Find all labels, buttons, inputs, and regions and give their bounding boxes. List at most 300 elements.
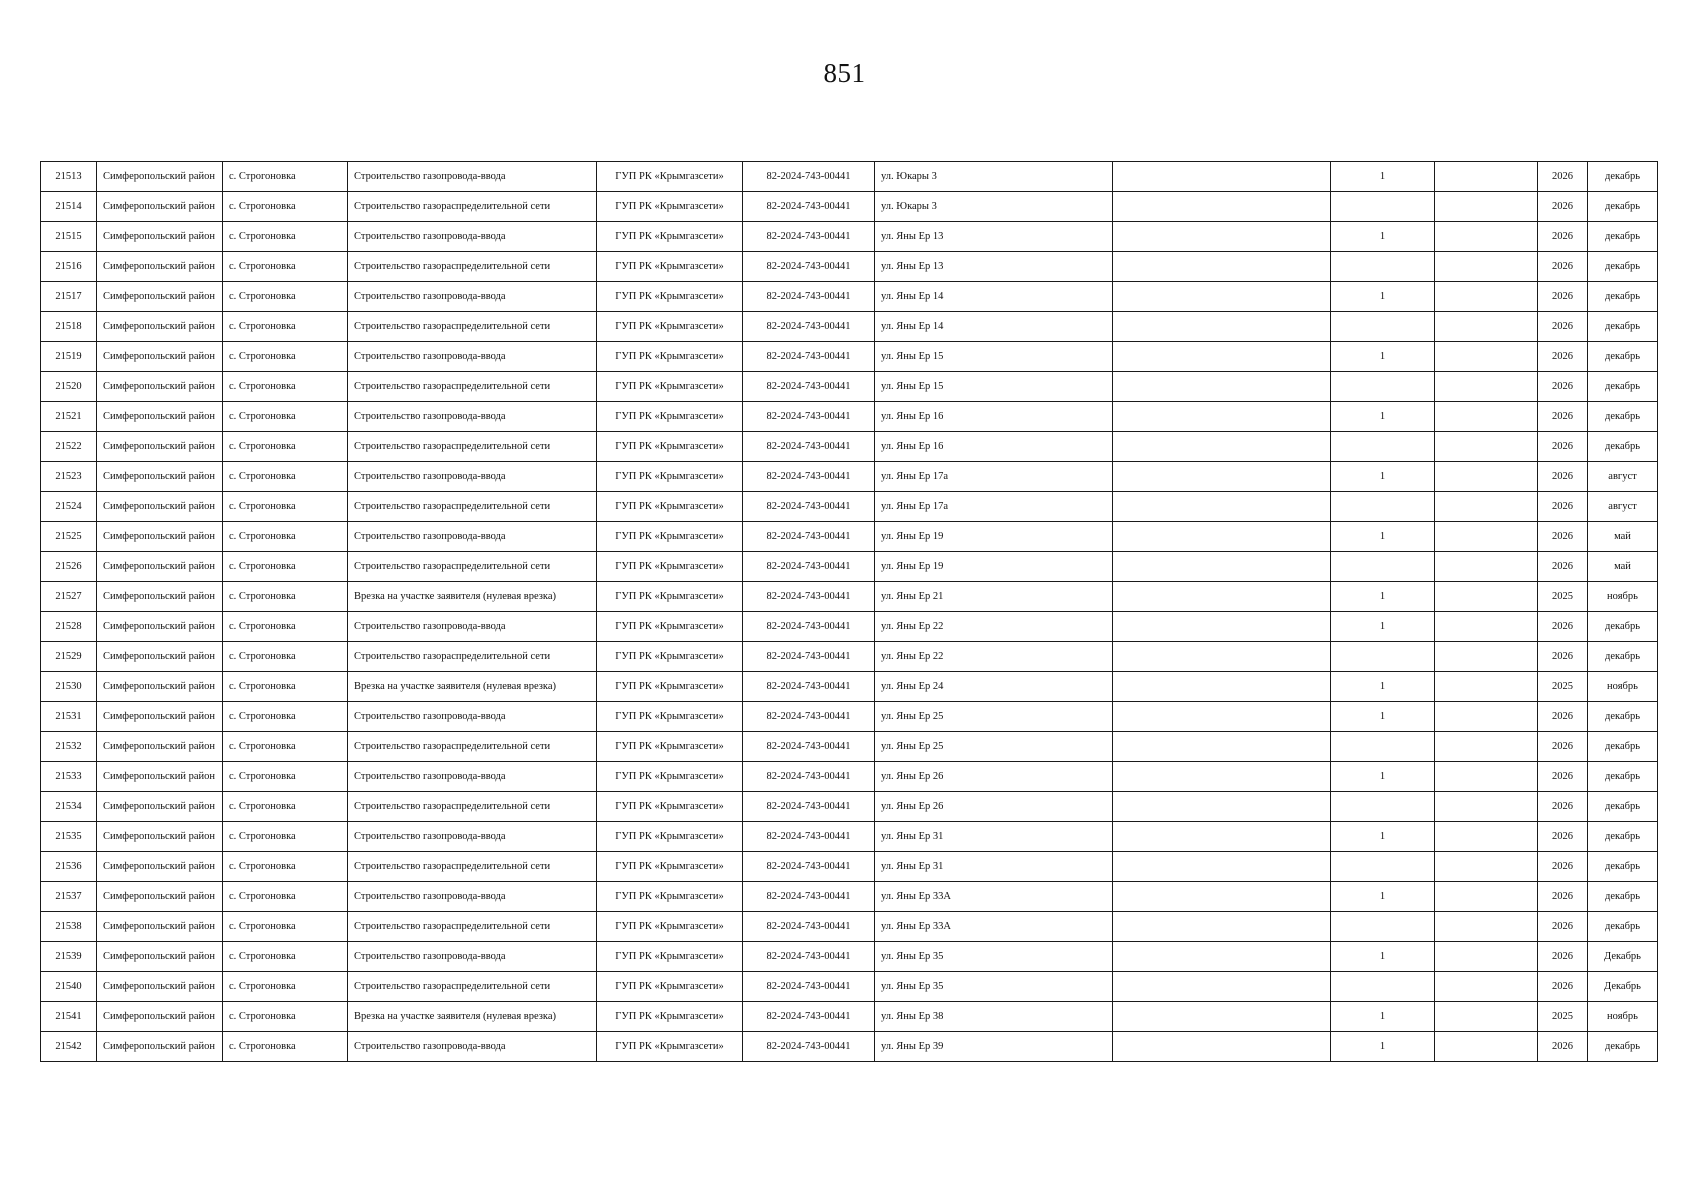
table-row: [41, 1002, 1658, 1032]
settlement-cell: с. Строгоновка: [223, 1032, 348, 1062]
empty-cell: [1113, 852, 1331, 882]
row-number-cell: 21532: [41, 732, 97, 762]
program-code-cell: 82-2024-743-00441: [743, 162, 875, 192]
row-number-cell: 21516: [41, 252, 97, 282]
program-code-cell: 82-2024-743-00441: [743, 372, 875, 402]
row-number-cell: 21529: [41, 642, 97, 672]
work-type-cell: Строительство газопровода-ввода: [348, 882, 597, 912]
quantity-cell: [1331, 642, 1435, 672]
owner-cell: ГУП РК «Крымгазсети»: [597, 402, 743, 432]
owner-cell: ГУП РК «Крымгазсети»: [597, 942, 743, 972]
district-cell: Симферопольский район: [97, 882, 223, 912]
empty-cell: [1113, 222, 1331, 252]
program-code-cell: 82-2024-743-00441: [743, 552, 875, 582]
district-cell: Симферопольский район: [97, 192, 223, 222]
month-cell: декабрь: [1588, 822, 1658, 852]
empty-cell: [1435, 252, 1538, 282]
program-code-cell: 82-2024-743-00441: [743, 882, 875, 912]
work-type-cell: Строительство газопровода-ввода: [348, 942, 597, 972]
empty-cell: [1113, 372, 1331, 402]
year-cell: 2026: [1538, 432, 1588, 462]
quantity-cell: 1: [1331, 162, 1435, 192]
district-cell: Симферопольский район: [97, 552, 223, 582]
row-number-cell: 21525: [41, 522, 97, 552]
district-cell: Симферопольский район: [97, 492, 223, 522]
settlement-cell: с. Строгоновка: [223, 492, 348, 522]
program-code-cell: 82-2024-743-00441: [743, 912, 875, 942]
empty-cell: [1113, 672, 1331, 702]
settlement-cell: с. Строгоновка: [223, 252, 348, 282]
address-cell: ул. Яны Ер 13: [875, 222, 1113, 252]
empty-cell: [1435, 912, 1538, 942]
row-number-cell: 21523: [41, 462, 97, 492]
program-code-cell: 82-2024-743-00441: [743, 252, 875, 282]
month-cell: август: [1588, 462, 1658, 492]
settlement-cell: с. Строгоновка: [223, 732, 348, 762]
empty-cell: [1113, 192, 1331, 222]
district-cell: Симферопольский район: [97, 432, 223, 462]
year-cell: 2026: [1538, 702, 1588, 732]
page-number: 851: [823, 58, 866, 88]
program-code-cell: 82-2024-743-00441: [743, 642, 875, 672]
quantity-cell: [1331, 432, 1435, 462]
month-cell: декабрь: [1588, 192, 1658, 222]
program-code-cell: 82-2024-743-00441: [743, 1002, 875, 1032]
empty-cell: [1435, 942, 1538, 972]
program-code-cell: 82-2024-743-00441: [743, 582, 875, 612]
month-cell: декабрь: [1588, 372, 1658, 402]
owner-cell: ГУП РК «Крымгазсети»: [597, 882, 743, 912]
address-cell: ул. Яны Ер 26: [875, 792, 1113, 822]
empty-cell: [1113, 792, 1331, 822]
empty-cell: [1113, 402, 1331, 432]
owner-cell: ГУП РК «Крымгазсети»: [597, 492, 743, 522]
month-cell: ноябрь: [1588, 672, 1658, 702]
year-cell: 2026: [1538, 522, 1588, 552]
month-cell: декабрь: [1588, 702, 1658, 732]
district-cell: Симферопольский район: [97, 642, 223, 672]
district-cell: Симферопольский район: [97, 852, 223, 882]
year-cell: 2025: [1538, 1002, 1588, 1032]
owner-cell: ГУП РК «Крымгазсети»: [597, 852, 743, 882]
empty-cell: [1113, 582, 1331, 612]
work-type-cell: Строительство газопровода-ввода: [348, 222, 597, 252]
district-cell: Симферопольский район: [97, 1002, 223, 1032]
owner-cell: ГУП РК «Крымгазсети»: [597, 282, 743, 312]
work-type-cell: Строительство газораспределительной сети: [348, 642, 597, 672]
settlement-cell: с. Строгоновка: [223, 282, 348, 312]
address-cell: ул. Яны Ер 17а: [875, 462, 1113, 492]
owner-cell: ГУП РК «Крымгазсети»: [597, 612, 743, 642]
empty-cell: [1435, 342, 1538, 372]
settlement-cell: с. Строгоновка: [223, 912, 348, 942]
address-cell: ул. Яны Ер 19: [875, 522, 1113, 552]
address-cell: ул. Яны Ер 35: [875, 972, 1113, 1002]
empty-cell: [1435, 402, 1538, 432]
settlement-cell: с. Строгоновка: [223, 402, 348, 432]
work-type-cell: Строительство газопровода-ввода: [348, 462, 597, 492]
work-type-cell: Строительство газопровода-ввода: [348, 762, 597, 792]
address-cell: ул. Яны Ер 15: [875, 342, 1113, 372]
empty-cell: [1113, 282, 1331, 312]
work-type-cell: Строительство газораспределительной сети: [348, 972, 597, 1002]
program-code-cell: 82-2024-743-00441: [743, 1032, 875, 1062]
empty-cell: [1435, 432, 1538, 462]
row-number-cell: 21521: [41, 402, 97, 432]
settlement-cell: с. Строгоновка: [223, 1002, 348, 1032]
quantity-cell: 1: [1331, 612, 1435, 642]
quantity-cell: [1331, 852, 1435, 882]
program-code-cell: 82-2024-743-00441: [743, 732, 875, 762]
address-cell: ул. Яны Ер 13: [875, 252, 1113, 282]
address-cell: ул. Яны Ер 17а: [875, 492, 1113, 522]
program-code-cell: 82-2024-743-00441: [743, 222, 875, 252]
owner-cell: ГУП РК «Крымгазсети»: [597, 192, 743, 222]
district-cell: Симферопольский район: [97, 252, 223, 282]
month-cell: декабрь: [1588, 912, 1658, 942]
empty-cell: [1113, 1002, 1331, 1032]
settlement-cell: с. Строгоновка: [223, 672, 348, 702]
row-number-cell: 21519: [41, 342, 97, 372]
program-code-cell: 82-2024-743-00441: [743, 972, 875, 1002]
empty-cell: [1435, 1032, 1538, 1062]
empty-cell: [1113, 642, 1331, 672]
row-number-cell: 21527: [41, 582, 97, 612]
empty-cell: [1113, 762, 1331, 792]
row-number-cell: 21536: [41, 852, 97, 882]
district-cell: Симферопольский район: [97, 732, 223, 762]
table-row: [41, 612, 1658, 642]
year-cell: 2026: [1538, 492, 1588, 522]
month-cell: май: [1588, 552, 1658, 582]
table-row: [41, 942, 1658, 972]
quantity-cell: 1: [1331, 582, 1435, 612]
empty-cell: [1113, 162, 1331, 192]
work-type-cell: Строительство газораспределительной сети: [348, 372, 597, 402]
owner-cell: ГУП РК «Крымгазсети»: [597, 462, 743, 492]
owner-cell: ГУП РК «Крымгазсети»: [597, 552, 743, 582]
address-cell: ул. Яны Ер 35: [875, 942, 1113, 972]
table-row: [41, 672, 1658, 702]
empty-cell: [1435, 552, 1538, 582]
year-cell: 2026: [1538, 1032, 1588, 1062]
program-code-cell: 82-2024-743-00441: [743, 282, 875, 312]
settlement-cell: с. Строгоновка: [223, 942, 348, 972]
year-cell: 2026: [1538, 552, 1588, 582]
owner-cell: ГУП РК «Крымгазсети»: [597, 1032, 743, 1062]
table-row: [41, 312, 1658, 342]
month-cell: декабрь: [1588, 282, 1658, 312]
settlement-cell: с. Строгоновка: [223, 372, 348, 402]
program-code-cell: 82-2024-743-00441: [743, 672, 875, 702]
work-type-cell: Строительство газопровода-ввода: [348, 402, 597, 432]
quantity-cell: [1331, 492, 1435, 522]
settlement-cell: с. Строгоновка: [223, 222, 348, 252]
table-row: [41, 492, 1658, 522]
address-cell: ул. Яны Ер 25: [875, 702, 1113, 732]
year-cell: 2026: [1538, 402, 1588, 432]
address-cell: ул. Юкары 3: [875, 162, 1113, 192]
quantity-cell: [1331, 552, 1435, 582]
owner-cell: ГУП РК «Крымгазсети»: [597, 732, 743, 762]
empty-cell: [1435, 522, 1538, 552]
year-cell: 2026: [1538, 612, 1588, 642]
work-type-cell: Строительство газораспределительной сети: [348, 192, 597, 222]
work-type-cell: Врезка на участке заявителя (нулевая врезка): [348, 1002, 597, 1032]
empty-cell: [1435, 1002, 1538, 1032]
quantity-cell: 1: [1331, 282, 1435, 312]
empty-cell: [1113, 612, 1331, 642]
quantity-cell: 1: [1331, 402, 1435, 432]
year-cell: 2025: [1538, 672, 1588, 702]
work-type-cell: Строительство газораспределительной сети: [348, 852, 597, 882]
address-cell: ул. Яны Ер 15: [875, 372, 1113, 402]
table-row: [41, 762, 1658, 792]
program-code-cell: 82-2024-743-00441: [743, 492, 875, 522]
district-cell: Симферопольский район: [97, 1032, 223, 1062]
year-cell: 2026: [1538, 882, 1588, 912]
owner-cell: ГУП РК «Крымгазсети»: [597, 372, 743, 402]
row-number-cell: 21526: [41, 552, 97, 582]
year-cell: 2026: [1538, 162, 1588, 192]
empty-cell: [1435, 762, 1538, 792]
owner-cell: ГУП РК «Крымгазсети»: [597, 822, 743, 852]
settlement-cell: с. Строгоновка: [223, 972, 348, 1002]
year-cell: 2026: [1538, 642, 1588, 672]
address-cell: ул. Яны Ер 24: [875, 672, 1113, 702]
address-cell: ул. Яны Ер 22: [875, 642, 1113, 672]
work-type-cell: Строительство газораспределительной сети: [348, 912, 597, 942]
empty-cell: [1113, 702, 1331, 732]
empty-cell: [1435, 612, 1538, 642]
table-row: [41, 792, 1658, 822]
address-cell: ул. Яны Ер 33А: [875, 882, 1113, 912]
district-cell: Симферопольский район: [97, 612, 223, 642]
quantity-cell: 1: [1331, 1032, 1435, 1062]
empty-cell: [1113, 882, 1331, 912]
month-cell: ноябрь: [1588, 1002, 1658, 1032]
district-cell: Симферопольский район: [97, 522, 223, 552]
month-cell: Декабрь: [1588, 942, 1658, 972]
owner-cell: ГУП РК «Крымгазсети»: [597, 162, 743, 192]
month-cell: декабрь: [1588, 852, 1658, 882]
address-cell: ул. Яны Ер 16: [875, 432, 1113, 462]
work-type-cell: Строительство газопровода-ввода: [348, 522, 597, 552]
work-type-cell: Врезка на участке заявителя (нулевая врезка): [348, 672, 597, 702]
empty-cell: [1113, 492, 1331, 522]
row-number-cell: 21528: [41, 612, 97, 642]
owner-cell: ГУП РК «Крымгазсети»: [597, 702, 743, 732]
address-cell: ул. Юкары 3: [875, 192, 1113, 222]
address-cell: ул. Яны Ер 26: [875, 762, 1113, 792]
empty-cell: [1113, 312, 1331, 342]
year-cell: 2026: [1538, 942, 1588, 972]
settlement-cell: с. Строгоновка: [223, 792, 348, 822]
district-cell: Симферопольский район: [97, 672, 223, 702]
table-row: [41, 222, 1658, 252]
owner-cell: ГУП РК «Крымгазсети»: [597, 312, 743, 342]
settlement-cell: с. Строгоновка: [223, 822, 348, 852]
work-type-cell: Строительство газопровода-ввода: [348, 282, 597, 312]
district-cell: Симферопольский район: [97, 792, 223, 822]
settlement-cell: с. Строгоновка: [223, 852, 348, 882]
empty-cell: [1113, 912, 1331, 942]
empty-cell: [1113, 942, 1331, 972]
year-cell: 2026: [1538, 312, 1588, 342]
table-row: [41, 1032, 1658, 1062]
year-cell: 2026: [1538, 822, 1588, 852]
empty-cell: [1435, 702, 1538, 732]
quantity-cell: 1: [1331, 822, 1435, 852]
work-type-cell: Строительство газопровода-ввода: [348, 342, 597, 372]
work-type-cell: Строительство газораспределительной сети: [348, 552, 597, 582]
table-row: [41, 732, 1658, 762]
settlement-cell: с. Строгоновка: [223, 162, 348, 192]
year-cell: 2026: [1538, 342, 1588, 372]
work-type-cell: Строительство газопровода-ввода: [348, 822, 597, 852]
quantity-cell: 1: [1331, 882, 1435, 912]
quantity-cell: [1331, 192, 1435, 222]
month-cell: декабрь: [1588, 312, 1658, 342]
table-row: [41, 882, 1658, 912]
district-cell: Симферопольский район: [97, 462, 223, 492]
table-row: [41, 432, 1658, 462]
work-type-cell: Строительство газораспределительной сети: [348, 732, 597, 762]
empty-cell: [1435, 462, 1538, 492]
year-cell: 2026: [1538, 912, 1588, 942]
quantity-cell: 1: [1331, 672, 1435, 702]
row-number-cell: 21539: [41, 942, 97, 972]
row-number-cell: 21515: [41, 222, 97, 252]
row-number-cell: 21538: [41, 912, 97, 942]
table-row: [41, 822, 1658, 852]
month-cell: декабрь: [1588, 252, 1658, 282]
empty-cell: [1435, 732, 1538, 762]
work-type-cell: Строительство газораспределительной сети: [348, 252, 597, 282]
program-code-cell: 82-2024-743-00441: [743, 612, 875, 642]
empty-cell: [1113, 1032, 1331, 1062]
year-cell: 2026: [1538, 252, 1588, 282]
district-cell: Симферопольский район: [97, 312, 223, 342]
quantity-cell: [1331, 312, 1435, 342]
settlement-cell: с. Строгоновка: [223, 522, 348, 552]
address-cell: ул. Яны Ер 31: [875, 852, 1113, 882]
district-cell: Симферопольский район: [97, 282, 223, 312]
address-cell: ул. Яны Ер 14: [875, 282, 1113, 312]
owner-cell: ГУП РК «Крымгазсети»: [597, 252, 743, 282]
program-code-cell: 82-2024-743-00441: [743, 942, 875, 972]
row-number-cell: 21542: [41, 1032, 97, 1062]
settlement-cell: с. Строгоновка: [223, 312, 348, 342]
program-code-cell: 82-2024-743-00441: [743, 522, 875, 552]
row-number-cell: 21540: [41, 972, 97, 1002]
district-cell: Симферопольский район: [97, 402, 223, 432]
row-number-cell: 21530: [41, 672, 97, 702]
settlement-cell: с. Строгоновка: [223, 192, 348, 222]
table-row: [41, 282, 1658, 312]
owner-cell: ГУП РК «Крымгазсети»: [597, 972, 743, 1002]
owner-cell: ГУП РК «Крымгазсети»: [597, 522, 743, 552]
district-cell: Симферопольский район: [97, 912, 223, 942]
quantity-cell: 1: [1331, 342, 1435, 372]
empty-cell: [1435, 882, 1538, 912]
address-cell: ул. Яны Ер 25: [875, 732, 1113, 762]
empty-cell: [1435, 312, 1538, 342]
owner-cell: ГУП РК «Крымгазсети»: [597, 642, 743, 672]
program-code-cell: 82-2024-743-00441: [743, 462, 875, 492]
program-code-cell: 82-2024-743-00441: [743, 702, 875, 732]
address-cell: ул. Яны Ер 39: [875, 1032, 1113, 1062]
owner-cell: ГУП РК «Крымгазсети»: [597, 792, 743, 822]
empty-cell: [1113, 972, 1331, 1002]
address-cell: ул. Яны Ер 21: [875, 582, 1113, 612]
owner-cell: ГУП РК «Крымгазсети»: [597, 1002, 743, 1032]
year-cell: 2026: [1538, 732, 1588, 762]
quantity-cell: 1: [1331, 1002, 1435, 1032]
owner-cell: ГУП РК «Крымгазсети»: [597, 582, 743, 612]
district-cell: Симферопольский район: [97, 972, 223, 1002]
table-row: [41, 342, 1658, 372]
district-cell: Симферопольский район: [97, 762, 223, 792]
work-type-cell: Строительство газораспределительной сети: [348, 312, 597, 342]
year-cell: 2026: [1538, 972, 1588, 1002]
quantity-cell: [1331, 972, 1435, 1002]
registry-table: [40, 161, 1658, 1062]
work-type-cell: Строительство газопровода-ввода: [348, 702, 597, 732]
empty-cell: [1435, 822, 1538, 852]
program-code-cell: 82-2024-743-00441: [743, 792, 875, 822]
month-cell: декабрь: [1588, 432, 1658, 462]
row-number-cell: 21524: [41, 492, 97, 522]
program-code-cell: 82-2024-743-00441: [743, 762, 875, 792]
district-cell: Симферопольский район: [97, 342, 223, 372]
table-body: [41, 162, 1658, 1062]
month-cell: декабрь: [1588, 642, 1658, 672]
address-cell: ул. Яны Ер 16: [875, 402, 1113, 432]
quantity-cell: [1331, 732, 1435, 762]
empty-cell: [1435, 492, 1538, 522]
work-type-cell: Строительство газораспределительной сети: [348, 492, 597, 522]
month-cell: ноябрь: [1588, 582, 1658, 612]
year-cell: 2026: [1538, 762, 1588, 792]
table-row: [41, 582, 1658, 612]
program-code-cell: 82-2024-743-00441: [743, 822, 875, 852]
address-cell: ул. Яны Ер 38: [875, 1002, 1113, 1032]
district-cell: Симферопольский район: [97, 822, 223, 852]
quantity-cell: 1: [1331, 522, 1435, 552]
month-cell: декабрь: [1588, 882, 1658, 912]
owner-cell: ГУП РК «Крымгазсети»: [597, 762, 743, 792]
year-cell: 2025: [1538, 582, 1588, 612]
program-code-cell: 82-2024-743-00441: [743, 852, 875, 882]
address-cell: ул. Яны Ер 22: [875, 612, 1113, 642]
empty-cell: [1113, 552, 1331, 582]
table-row: [41, 372, 1658, 402]
month-cell: декабрь: [1588, 762, 1658, 792]
empty-cell: [1435, 852, 1538, 882]
year-cell: 2026: [1538, 192, 1588, 222]
year-cell: 2026: [1538, 222, 1588, 252]
month-cell: декабрь: [1588, 402, 1658, 432]
empty-cell: [1435, 972, 1538, 1002]
year-cell: 2026: [1538, 462, 1588, 492]
address-cell: ул. Яны Ер 19: [875, 552, 1113, 582]
district-cell: Симферопольский район: [97, 162, 223, 192]
address-cell: ул. Яны Ер 33А: [875, 912, 1113, 942]
row-number-cell: 21533: [41, 762, 97, 792]
settlement-cell: с. Строгоновка: [223, 612, 348, 642]
empty-cell: [1435, 582, 1538, 612]
